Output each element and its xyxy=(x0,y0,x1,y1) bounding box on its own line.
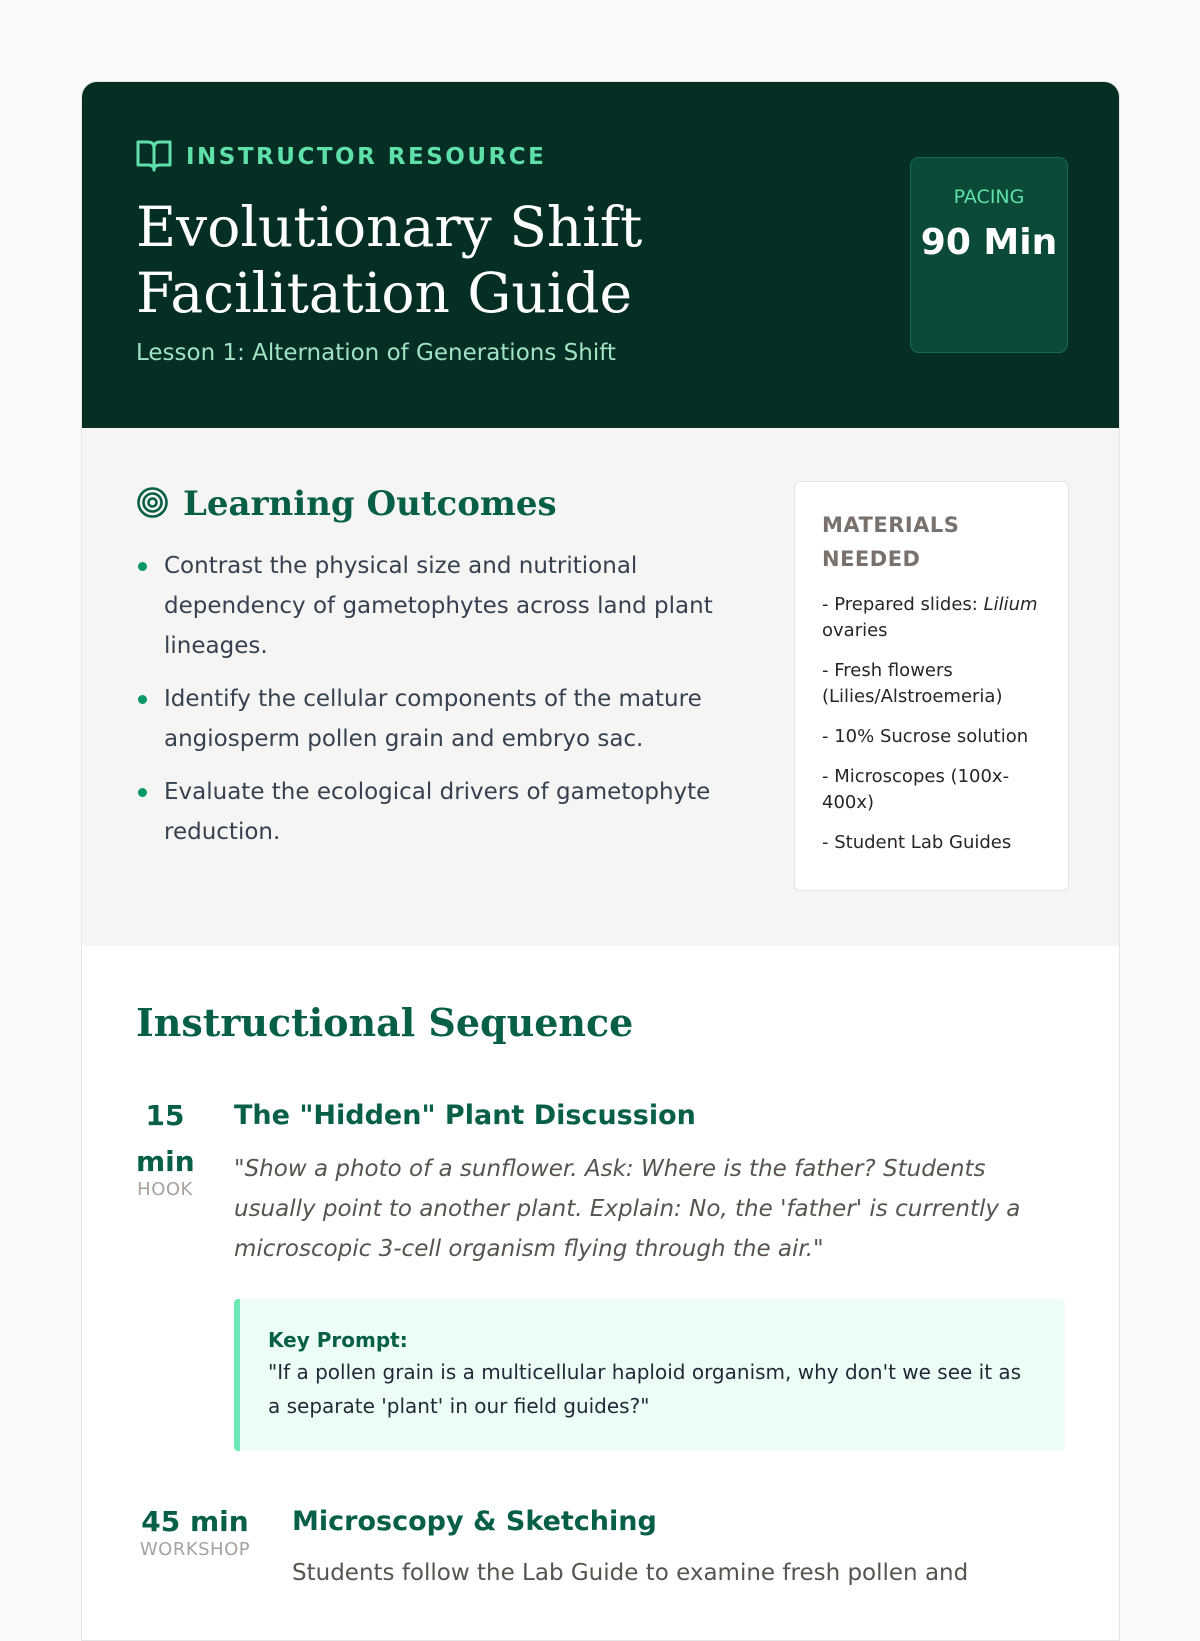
bullet-icon xyxy=(138,562,147,571)
learning-outcomes-title: Learning Outcomes xyxy=(183,484,557,524)
sequence-title: Instructional Sequence xyxy=(136,1000,634,1045)
materials-panel xyxy=(794,481,1069,891)
step-time xyxy=(136,1499,254,1593)
book-open-icon xyxy=(136,138,172,176)
materials-list xyxy=(822,592,1041,856)
material-item: - Student Lab Guides xyxy=(822,832,1012,853)
step-body xyxy=(292,1499,1065,1593)
list-item xyxy=(136,546,736,666)
sequence-step xyxy=(136,1499,1065,1593)
material-item xyxy=(822,592,1041,644)
lesson-subtitle: Lesson 1: Alternation of Generations Shift xyxy=(136,340,616,366)
list-item xyxy=(136,772,736,852)
step-quote: "Show a photo of a sunflower. Ask: Where is the father? Students usually point to another plant. Explain: No, the 'father' is currently a microscopic 3-cell organism flying through the air." xyxy=(234,1156,1021,1262)
key-prompt-callout xyxy=(234,1299,1065,1451)
step-text: Students follow the Lab Guide to examine fresh pollen and xyxy=(292,1560,969,1586)
outcome-text: Contrast the physical size and nutritional dependency of gametophytes across land plant lineages. xyxy=(164,553,713,659)
step-body xyxy=(234,1093,1065,1451)
key-prompt-text: "If a pollen grain is a multicellular haploid organism, why don't we see it as a separate 'plant' in our field guides?" xyxy=(268,1360,1022,1418)
step-duration: 15 min xyxy=(136,1099,195,1178)
material-suffix: ovaries xyxy=(822,620,888,641)
page-title: Evolutionary Shift Facilitation Guide xyxy=(136,195,643,325)
bullet-icon xyxy=(138,788,147,797)
eyebrow-label: INSTRUCTOR RESOURCE xyxy=(186,144,547,170)
facilitation-guide-card xyxy=(81,81,1120,1641)
pacing-label: PACING xyxy=(953,186,1025,208)
target-icon xyxy=(136,486,169,523)
outcome-text: Identify the cellular components of the mature angiosperm pollen grain and embryo sac. xyxy=(164,686,702,752)
material-item: - Microscopes (100x-400x) xyxy=(822,766,1010,813)
bullet-icon xyxy=(138,695,147,704)
step-duration: 45 min xyxy=(141,1505,249,1538)
material-item: - 10% Sucrose solution xyxy=(822,726,1029,747)
learning-outcomes-section xyxy=(82,428,1119,946)
list-item xyxy=(136,679,736,759)
step-phase: HOOK xyxy=(137,1179,193,1200)
outcome-text: Evaluate the ecological drivers of gametophyte reduction. xyxy=(164,779,711,845)
material-prefix: - Prepared slides: xyxy=(822,594,984,615)
step-title: Microscopy & Sketching xyxy=(292,1506,657,1537)
sequence-step xyxy=(136,1093,1065,1451)
guide-header xyxy=(82,82,1119,428)
key-prompt-label: Key Prompt: xyxy=(268,1328,408,1352)
instructional-sequence-section xyxy=(82,946,1119,1593)
material-species: Lilium xyxy=(983,594,1038,615)
material-item: - Fresh flowers (Lilies/Alstroemeria) xyxy=(822,660,1003,707)
pacing-value: 90 Min xyxy=(920,222,1058,263)
step-title: The "Hidden" Plant Discussion xyxy=(234,1100,696,1131)
pacing-badge xyxy=(910,157,1068,353)
step-time xyxy=(136,1093,194,1451)
materials-title: MATERIALS NEEDED xyxy=(822,513,960,571)
step-phase: WORKSHOP xyxy=(139,1539,251,1560)
learning-outcomes-list xyxy=(136,546,736,852)
